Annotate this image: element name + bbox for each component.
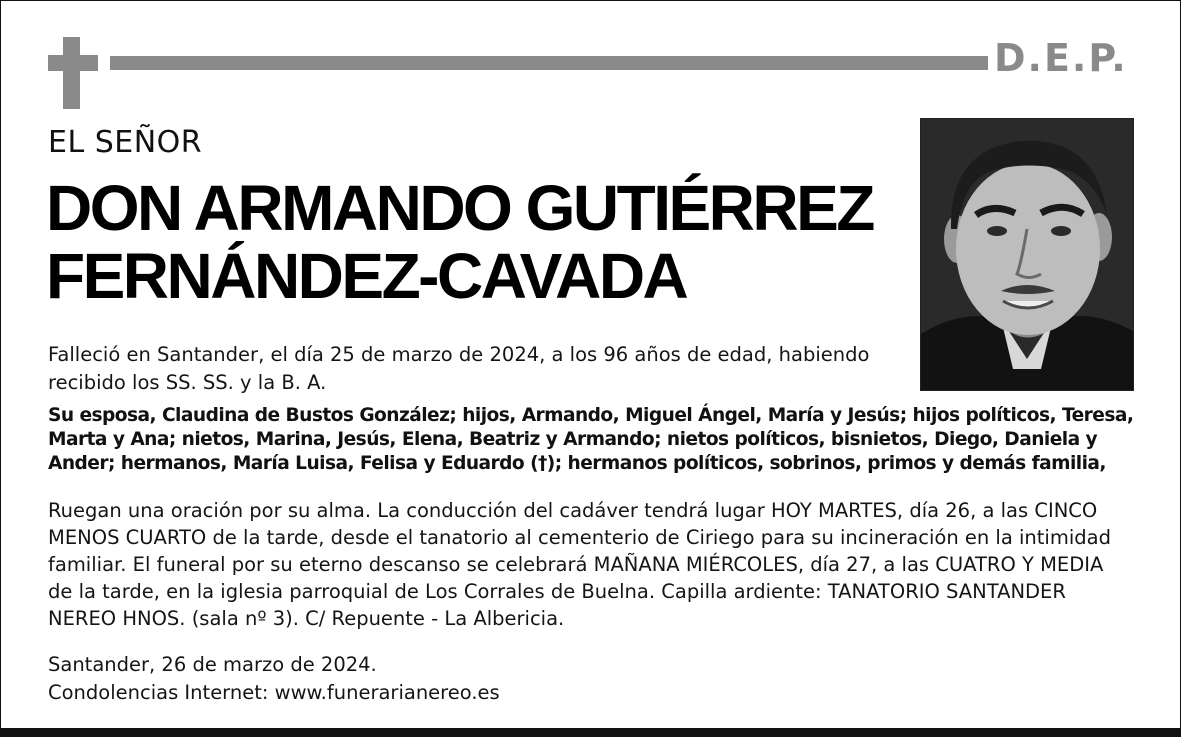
place-date: Santander, 26 de marzo de 2024. <box>48 653 377 676</box>
ceremony-line: de la tarde, en la iglesia parroquial de Los Corrales de Buelna. Capilla ardiente: TANATORIO SANTANDER <box>48 580 1066 603</box>
portrait-photo <box>920 118 1134 391</box>
death-notice-line: Falleció en Santander, el día 25 de marzo de 2024, a los 96 años de edad, habiendo <box>48 343 870 366</box>
family-list <box>48 404 1133 476</box>
death-notice <box>48 341 869 397</box>
bottom-rule <box>0 728 1181 737</box>
title-prefix: EL SEÑOR <box>48 125 203 160</box>
name-line-1: DON ARMANDO GUTIÉRREZ <box>46 172 873 244</box>
header-rule <box>110 56 988 70</box>
family-line: Ander; hermanos, María Luisa, Felisa y Eduardo (†); hermanos políticos, sobrinos, primos y demás familia, <box>48 453 1106 474</box>
condolences-link[interactable]: Condolencias Internet: www.funerarianereo.es <box>48 681 500 704</box>
ceremony-line: MENOS CUARTO de la tarde, desde el tanatorio al cementerio de Ciriego para su incineración en la intimidad <box>48 526 1111 549</box>
closing <box>48 651 500 707</box>
dep-label: D.E.P. <box>994 36 1128 80</box>
ceremony-details <box>48 497 1111 632</box>
name-line-2: FERNÁNDEZ-CAVADA <box>46 240 687 312</box>
family-line: Marta y Ana; nietos, Marina, Jesús, Elena, Beatriz y Armando; nietos políticos, bisnietos, Diego, Daniela y <box>48 429 1098 450</box>
cross-icon <box>63 37 80 109</box>
ceremony-line: NEREO HNOS. (sala nº 3). C/ Repuente - La Albericia. <box>48 607 565 630</box>
family-line: Su esposa, Claudina de Bustos González; hijos, Armando, Miguel Ángel, María y Jesús; hijos políticos, Teresa, <box>48 405 1134 426</box>
deceased-name <box>46 174 916 310</box>
cross-icon-bar <box>48 55 98 71</box>
death-notice-line: recibido los SS. SS. y la B. A. <box>48 371 327 394</box>
ceremony-line: familiar. El funeral por su eterno descanso se celebrará MAÑANA MIÉRCOLES, día 27, a las CUATRO Y MEDIA <box>48 553 1104 576</box>
ceremony-line: Ruegan una oración por su alma. La conducción del cadáver tendrá lugar HOY MARTES, día 26, a las CINCO <box>48 499 1098 522</box>
